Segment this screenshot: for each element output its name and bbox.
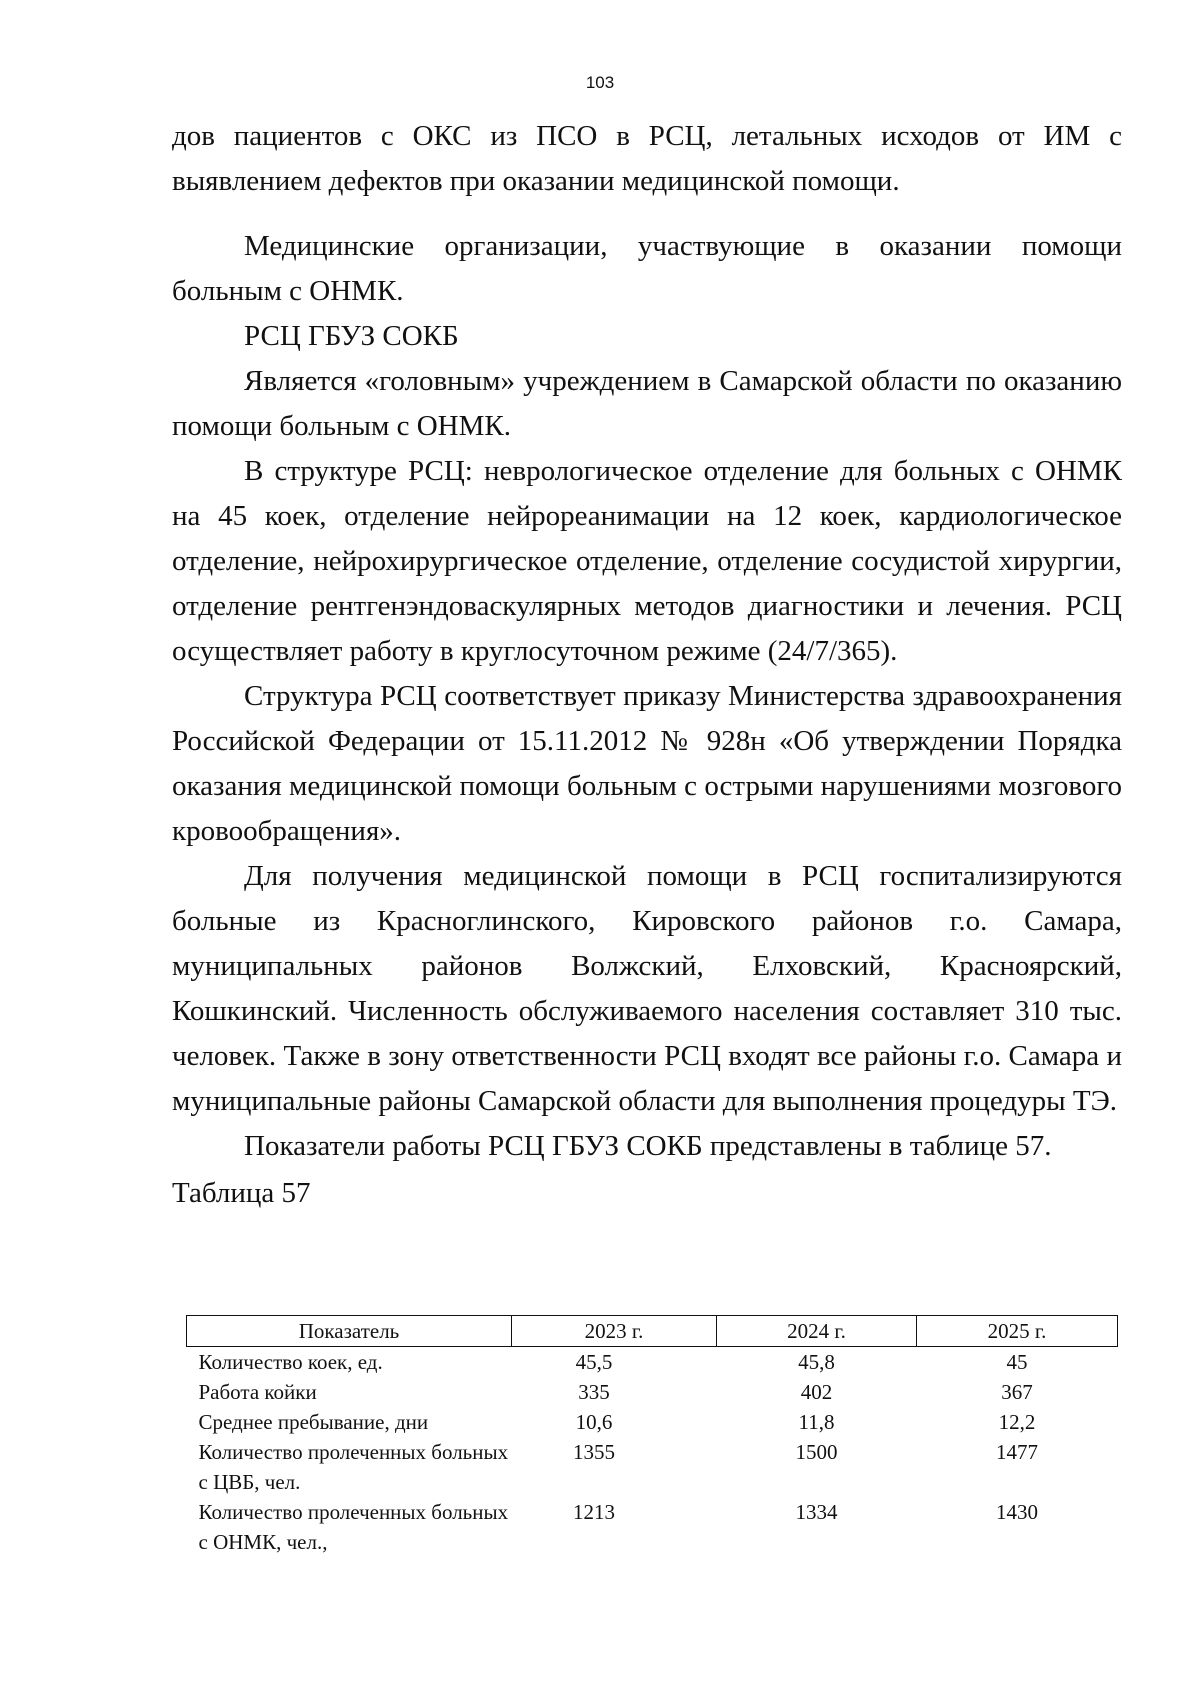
- paragraph-hospitalization: Для получения медицинской помощи в РСЦ госпитализируются больные из Красноглинского, Кировского районов г.о. Самара, муниципальных районов Волжский, Елховский, Красноярский, Кошкинский. Численность обслуживаемого населения составляет 310 тыс. человек. Также в зону ответственности РСЦ входят все районы г.о. Самара и муниципальные районы Самарской области для выполнения процедуры ТЭ.: [172, 860, 1122, 1117]
- row-label: Работа койки: [198, 1380, 317, 1404]
- cell-2024: 45,8: [798, 1350, 835, 1374]
- table-header-row: [187, 1316, 1118, 1347]
- cell-2025: 1430: [996, 1500, 1038, 1524]
- page-number: 103: [585, 73, 615, 92]
- cell-2023: 335: [578, 1380, 610, 1404]
- paragraph-rsc-structure: В структуре РСЦ: неврологическое отделение для больных с ОНМК на 45 коек, отделение нейрореанимации на 12 коек, кардиологическое отделение, нейрохирургическое отделение, отделение сосудистой хирургии, отделение рентгенэндоваскулярных методов диагностики и лечения. РСЦ осуществляет работу в круглосуточном режиме (24/7/365).: [172, 455, 1122, 667]
- cell-2024: 1334: [795, 1500, 838, 1524]
- cell-2023: 45,5: [575, 1350, 613, 1374]
- paragraph-order-compliance: Структура РСЦ соответствует приказу Министерства здравоохранения Российской Федерации от 15.11.2012 № 928н «Об утверждении Порядка оказания медицинской помощи больным с острыми нарушениями мозгового кровообращения».: [172, 680, 1122, 847]
- row-label: Количество коек, ед.: [198, 1350, 383, 1374]
- section-heading-rsc: РСЦ ГБУЗ СОКБ: [244, 320, 459, 352]
- cell-2024: 402: [800, 1380, 833, 1404]
- table-row: [187, 1407, 1118, 1437]
- cell-2025: 45: [1006, 1350, 1028, 1374]
- paragraph-medical-organizations: Медицинские организации, участвующие в оказании помощи больным с ОНМК.: [172, 230, 1122, 307]
- row-label: Количество пролеченных больных с ЦВБ, чел.: [198, 1440, 509, 1494]
- table-row: [187, 1497, 1118, 1557]
- cell-2025: 367: [1001, 1380, 1033, 1404]
- cell-2024: 1500: [795, 1440, 838, 1464]
- paragraph-head-institution: Является «головным» учреждением в Самарской области по оказанию помощи больным с ОНМК.: [172, 365, 1122, 442]
- cell-2025: 1477: [996, 1440, 1038, 1464]
- cell-2025: 12,2: [998, 1410, 1036, 1434]
- table-row: [187, 1437, 1118, 1497]
- cell-2023: 10,6: [575, 1410, 613, 1434]
- header-2023: 2023 г.: [512, 1316, 717, 1347]
- header-2025: 2025 г.: [917, 1316, 1118, 1347]
- table-row: [187, 1347, 1118, 1378]
- cell-2023: 1213: [573, 1500, 615, 1524]
- row-label: Среднее пребывание, дни: [198, 1410, 429, 1434]
- paragraph-continuation: дов пациентов с ОКС из ПСО в РСЦ, летальных исходов от ИМ с выявлением дефектов при оказании медицинской помощи.: [172, 120, 1122, 197]
- header-2024: 2024 г.: [717, 1316, 917, 1347]
- header-indicator: Показатель: [187, 1316, 512, 1347]
- cell-2023: 1355: [573, 1440, 615, 1464]
- table-caption: Таблица 57: [172, 1177, 311, 1209]
- indicators-table: [186, 1315, 1118, 1557]
- paragraph-table-reference: Показатели работы РСЦ ГБУЗ СОКБ представлены в таблице 57.: [244, 1130, 1052, 1162]
- document-body: [172, 114, 1122, 1216]
- row-label: Количество пролеченных больных с ОНМК, чел.,: [198, 1500, 509, 1554]
- table-row: [187, 1377, 1118, 1407]
- cell-2024: 11,8: [798, 1410, 835, 1434]
